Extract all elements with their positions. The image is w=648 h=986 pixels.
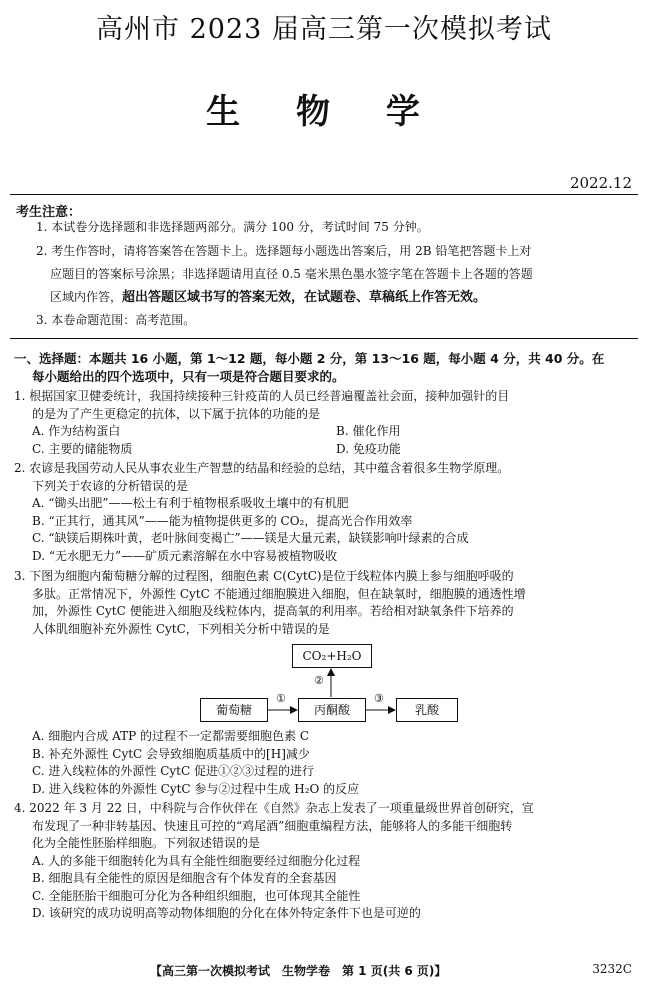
exam-date: 2022.12: [569, 174, 632, 192]
notice-item-2-end: [50, 286, 620, 309]
step-3-label: ③: [374, 692, 384, 705]
q3-stem-1: 3. 下图为细胞内葡萄糖分解的过程图，细胞色素 C(CytC)是位于线粒体内膜上参与细胞呼吸的: [14, 569, 514, 583]
q2-option-a: A. “锄头出肥”——松土有利于植物根系吸收土壤中的有机肥: [32, 496, 349, 510]
question-3-stem: [14, 568, 640, 638]
q4-stem-2: 布发现了一种非转基因、快速且可控的“鸡尾酒”细胞重编程方法，能够将人的多能干细胞转: [32, 818, 513, 833]
exam-title: 高州市 2023 届高三第一次模拟考试: [96, 14, 552, 45]
q1-stem-2: 的是为了产生更稳定的抗体，以下属于抗体的功能的是: [32, 406, 321, 421]
pyruvate-box: 丙酮酸: [298, 698, 366, 722]
co2-water-box: CO₂+H₂O: [292, 644, 372, 668]
glucose-box: 葡萄糖: [200, 698, 268, 722]
q2-stem-2: 下列关于农谚的分析错误的是: [32, 478, 189, 493]
q1-options-row-2: [14, 441, 640, 459]
q3-option-a: A. 细胞内合成 ATP 的过程不一定都需要细胞色素 C: [32, 729, 310, 743]
footer-code: 3232C: [592, 962, 632, 976]
notice-item-2-end-text: 区域内作答，: [50, 290, 123, 304]
q4-option-b: B. 细胞具有全能性的原因是细胞含有个体发育的全套基因: [32, 871, 337, 885]
q1-option-c: C. 主要的储能物质: [32, 441, 133, 456]
q4-stem-3: 化为全能性胚胎样细胞。下列叙述错误的是: [32, 836, 261, 850]
q4-option-a: A. 人的多能干细胞转化为具有全能性细胞要经过细胞分化过程: [32, 853, 361, 868]
question-2: [14, 460, 640, 565]
q2-option-d: D. “无水肥无力”——矿质元素溶解在水中容易被植物吸收: [32, 548, 338, 563]
section-line-1: 一、选择题：本题共 16 小题，第 1～12 题，每小题 2 分，第 13～16 题，每小题 4 分，共 40 分。在: [14, 351, 605, 366]
section-line-2: 每小题给出的四个选项中，只有一项是符合题目要求的。: [32, 369, 345, 384]
diagram-arrows: [200, 644, 460, 730]
notice-item-2: 2. 考生作答时，请将答案答在答题卡上。选择题每小题选出答案后，用 2B 铅笔把答题卡上对: [36, 244, 532, 258]
q4-option-d: D. 该研究的成功说明高等动物体细胞的分化在体外特定条件下也是可逆的: [32, 906, 421, 920]
question-4: [14, 800, 640, 923]
notice-item-3: 3. 本卷命题范围：高考范围。: [36, 313, 196, 327]
q1-option-b: B. 催化作用: [336, 424, 401, 438]
q4-option-c: C. 全能胚胎干细胞可分化为各种组织细胞，也可体现其全能性: [32, 888, 361, 903]
q3-stem-4: 人体肌细胞补充外源性 CytC，下列相关分析中错误的是: [32, 621, 330, 636]
q3-stem-3: 加，外源性 CytC 便能进入细胞及线粒体内，提高氧的利用率。若给相对缺氧条件下培养的: [32, 604, 514, 618]
q1-option-a: A. 作为结构蛋白: [32, 424, 121, 438]
notice-title: 考生注意：: [16, 205, 82, 220]
notice-warning: 超出答题区域书写的答案无效，在试题卷、草稿纸上作答无效。: [122, 290, 487, 305]
step-2-label: ②: [314, 674, 324, 687]
notice-item-1: 1. 本试卷分选择题和非选择题两部分。满分 100 分，考试时间 75 分钟。: [36, 220, 429, 234]
q4-stem-1: 4. 2022 年 3 月 22 日，中科院与合作伙伴在《自然》杂志上发表了一项重量级世界首创研究，宣: [14, 801, 534, 815]
footer-text: 【高三第一次模拟考试 生物学卷 第 1 页(共 6 页)】: [150, 964, 447, 978]
subject-title: 生 物 学: [206, 92, 442, 132]
q1-option-d: D. 免疫功能: [336, 441, 401, 456]
question-3-options: [14, 728, 640, 798]
lactate-box: 乳酸: [396, 698, 458, 722]
section-heading: [14, 350, 640, 386]
q3-option-b: B. 补充外源性 CytC 会导致细胞质基质中的[H]减少: [32, 746, 310, 761]
q2-option-b: B. “正其行，通其风”——能为植物提供更多的 CO₂，提高光合作用效率: [32, 513, 413, 528]
q3-stem-2: 多肽。正常情况下，外源性 CytC 不能通过细胞膜进入细胞，但在缺氧时，细胞膜的通透性增: [32, 586, 526, 601]
q1-options-row-1: [14, 423, 640, 441]
notice-rule: [10, 338, 638, 339]
question-1: [14, 388, 640, 458]
q2-option-c: C. “缺镁后期株叶黄，老叶脉间变褐亡”——镁是大量元素，缺镁影响叶绿素的合成: [32, 531, 469, 545]
q3-option-d: D. 进入线粒体的外源性 CytC 参与②过程中生成 H₂O 的反应: [32, 781, 360, 796]
q1-stem-1: 1. 根据国家卫健委统计，我国持续接种三针疫苗的人员已经普遍覆盖社会面，接种加强针的目: [14, 389, 510, 403]
glucose-breakdown-diagram: [200, 644, 460, 730]
q3-option-c: C. 进入线粒体的外源性 CytC 促进①②③过程的进行: [32, 764, 314, 778]
header-rule: [10, 194, 638, 195]
step-1-label: ①: [276, 692, 286, 705]
notice-item-2-cont: 应题目的答案标号涂黑；非选择题请用直径 0.5 毫米黑色墨水签字笔在答题卡上各题的答题: [50, 267, 533, 281]
q2-stem-1: 2. 农谚是我国劳动人民从事农业生产智慧的结晶和经验的总结，其中蕴含着很多生物学原理。: [14, 461, 510, 475]
